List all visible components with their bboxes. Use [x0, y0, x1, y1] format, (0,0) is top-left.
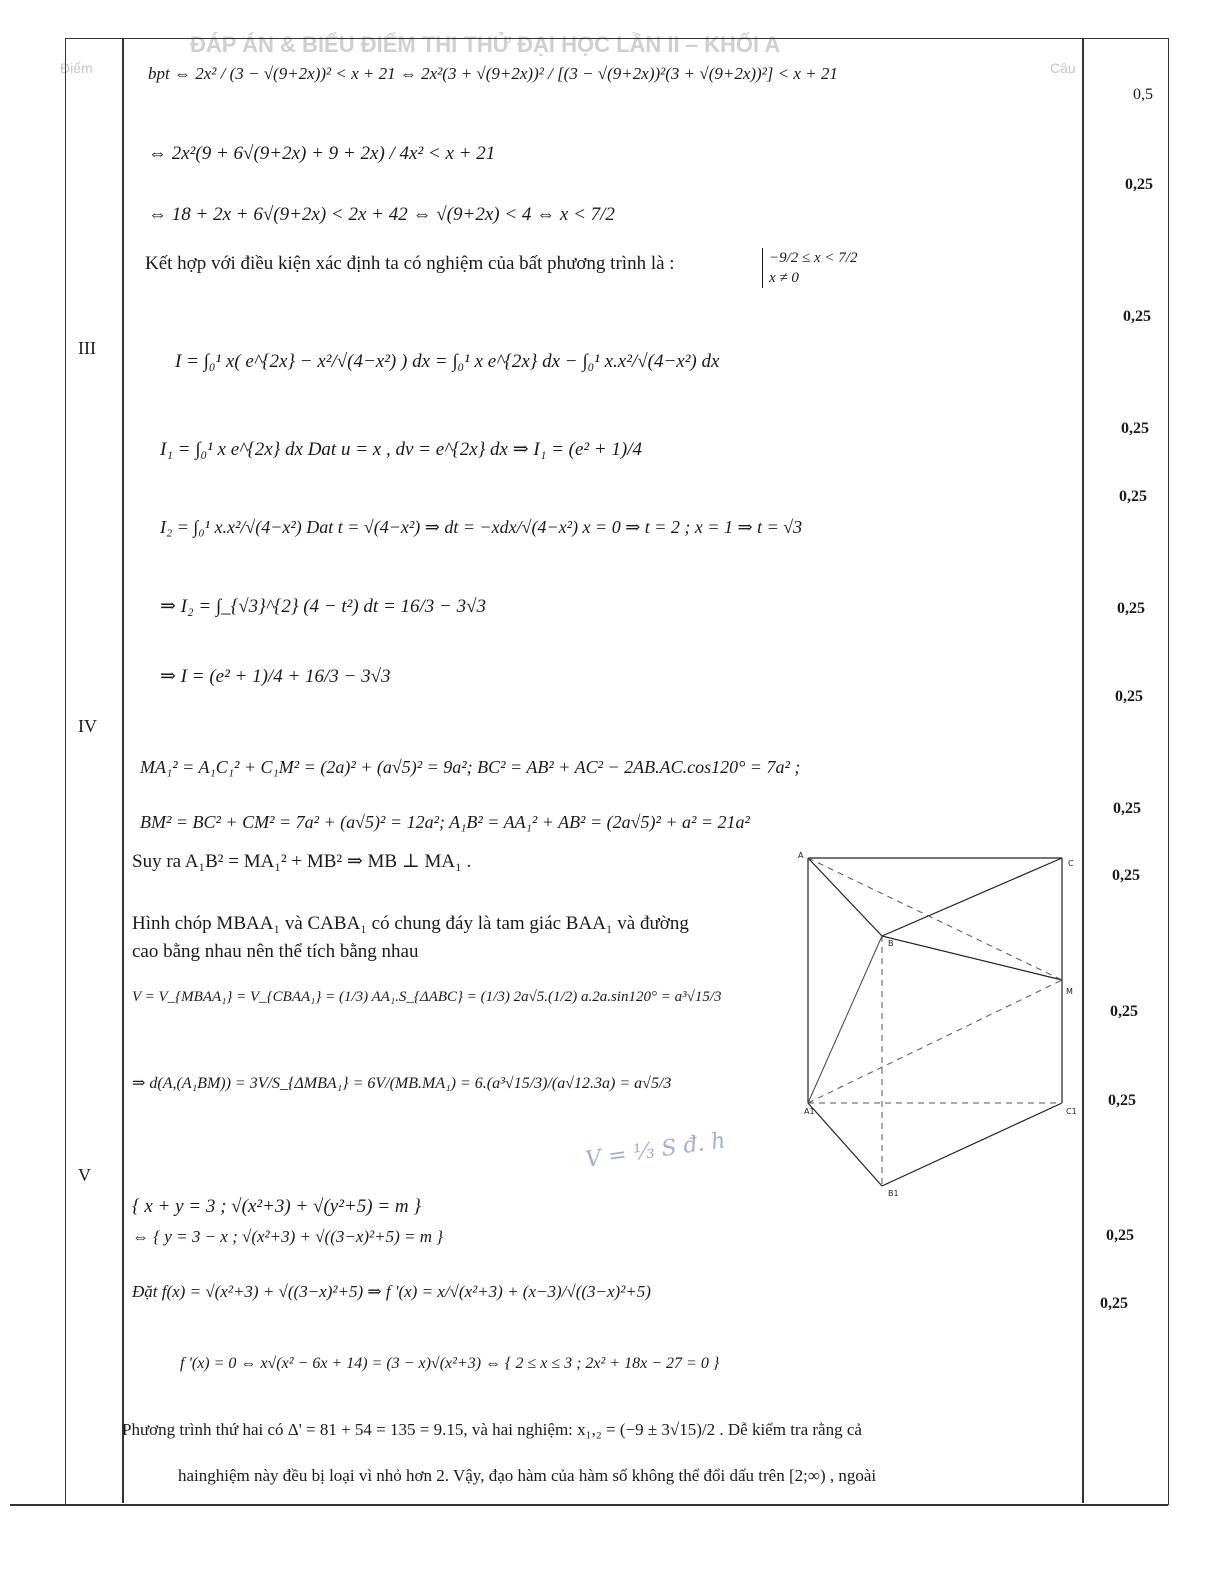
label-M: M	[1066, 987, 1073, 996]
line-geometry-4: Hình chóp MBAA₁ và CABA₁ có chung đáy là tam giác BAA₁ và đường	[132, 913, 689, 934]
prism-figure	[800, 848, 1100, 1198]
line-system-1: { x + y = 3 ; √(x²+3) + √(y²+5) = m }	[132, 1196, 421, 1217]
line-integral-I1: I₁ = ∫₀¹ x e^{2x} dx Dat u = x , dv = e^{2x} dx ⇒ I₁ = (e² + 1)/4	[160, 439, 643, 460]
edge-A1B	[808, 936, 882, 1103]
line-geometry-3: Suy ra A₁B² = MA₁² + MB² ⇒ MB ⊥ MA₁ .	[132, 851, 472, 872]
section-label-V: V	[78, 1165, 91, 1185]
label-B1: B1	[888, 1189, 899, 1198]
line-derivative-zero: f '(x) = 0 ⇔ x√(x² − 6x + 14) = (3 − x)√(x²+3) ⇔ { 2 ≤ x ≤ 3 ; 2x² + 18x − 27 = 0 }	[180, 1355, 720, 1372]
column-divider-left	[122, 38, 124, 1503]
line-conclusion: hainghiệm này đều bị loại vì nhỏ hơn 2. Vậy, đạo hàm của hàm số không thể đổi dấu trên [2;∞) , ngoài	[178, 1466, 877, 1485]
line-inequality-2: ⇔ 2x²(9 + 6√(9+2x) + 9 + 2x) / 4x² < x + 21	[148, 143, 496, 164]
score-1: 0,5	[1133, 86, 1153, 103]
line-volume: V = V_{MBAA₁} = V_{CBAA₁} = (1/3) AA₁.S_{ΔABC} = (1/3) 2a√5.(1/2) a.2a.sin120° = a³√15/3	[132, 989, 722, 1005]
line-inequality-1: bpt ⇔ 2x² / (3 − √(9+2x))² < x + 21 ⇔ 2x²(3 + √(9+2x))² / [(3 − √(9+2x))²(3 + √(9+2x))²] < x + 21	[148, 64, 838, 83]
edge-A1M	[808, 980, 1062, 1103]
edge-BC	[882, 858, 1062, 936]
solution-system-row-1: −9/2 ≤ x < 7/2	[769, 250, 858, 266]
section-label-IV: IV	[78, 716, 97, 736]
edge-B1C1	[882, 1103, 1062, 1186]
ghost-col-cau: Câu	[1050, 60, 1076, 76]
column-divider-right	[1082, 38, 1084, 1503]
line-geometry-1: MA₁² = A₁C₁² + C₁M² = (2a)² + (a√5)² = 9a²; BC² = AB² + AC² − 2AB.AC.cos120° = 7a² ;	[140, 757, 801, 777]
edge-AM	[808, 858, 1062, 980]
score-3: 0,25	[1123, 308, 1151, 325]
label-B: B	[888, 939, 894, 948]
ghost-col-diem: Điểm	[60, 60, 93, 76]
score-4: 0,25	[1121, 420, 1149, 437]
score-8: 0,25	[1113, 800, 1141, 817]
score-10: 0,25	[1110, 1003, 1138, 1020]
score-11: 0,25	[1108, 1092, 1136, 1109]
edge-AB	[808, 858, 882, 936]
section-label-III: III	[78, 338, 96, 358]
line-integral-I2: I₂ = ∫₀¹ x.x²/√(4−x²) Dat t = √(4−x²) ⇒ dt = −xdx/√(4−x²) x = 0 ⇒ t = 2 ; x = 1 ⇒ t = √3	[160, 517, 803, 537]
line-solution-text: Kết hợp với điều kiện xác định ta có nghiệm của bất phương trình là :	[145, 253, 675, 274]
line-quadratic-roots: Phương trình thứ hai có Δ' = 81 + 54 = 135 = 9.15, và hai nghiệm: x₁,₂ = (−9 ± 3√15)/2 . Dễ kiểm tra rằng cả	[122, 1420, 862, 1439]
score-6: 0,25	[1117, 600, 1145, 617]
line-system-2: ⇔ { y = 3 − x ; √(x²+3) + √((3−x)²+5) = m }	[132, 1227, 444, 1246]
score-5: 0,25	[1119, 488, 1147, 505]
line-distance: ⇒ d(A,(A₁BM)) = 3V/S_{ΔMBA₁} = 6V/(MB.MA₁) = 6.(a³√15/3)/(a√12.3a) = a√5/3	[132, 1075, 672, 1092]
solution-system-row-2: x ≠ 0	[769, 270, 799, 286]
score-7: 0,25	[1115, 688, 1143, 705]
handwritten-note: V = ⅓ S đ. h	[583, 1128, 727, 1173]
label-A1: A1	[804, 1107, 815, 1116]
line-integral-I: I = ∫₀¹ x( e^{2x} − x²/√(4−x²) ) dx = ∫₀¹ x e^{2x} dx − ∫₀¹ x.x²/√(4−x²) dx	[175, 351, 720, 372]
label-C: C	[1068, 859, 1074, 868]
score-2: 0,25	[1125, 176, 1153, 193]
label-A: A	[798, 851, 804, 860]
line-geometry-5: cao bằng nhau nên thể tích bằng nhau	[132, 941, 419, 962]
solution-system	[762, 248, 857, 288]
line-inequality-3: ⇔ 18 + 2x + 6√(9+2x) < 2x + 42 ⇔ √(9+2x) < 4 ⇔ x < 7/2	[148, 204, 615, 225]
label-C1: C1	[1066, 1107, 1077, 1116]
line-derivative: Đặt f(x) = √(x²+3) + √((3−x)²+5) ⇒ f '(x) = x/√(x²+3) + (x−3)/√((3−x)²+5)	[132, 1282, 651, 1301]
edge-BM	[882, 936, 1062, 980]
line-I-result: ⇒ I = (e² + 1)/4 + 16/3 − 3√3	[160, 666, 391, 687]
ghost-title: ĐÁP ÁN & BIỂU ĐIỂM THI THỬ ĐẠI HỌC LẦN II – KHỐI A	[190, 32, 781, 57]
score-12: 0,25	[1106, 1227, 1134, 1244]
line-geometry-2: BM² = BC² + CM² = 7a² + (a√5)² = 12a²; A₁B² = AA₁² + AB² = (2a√5)² + a² = 21a²	[140, 812, 750, 832]
edge-A1B1	[808, 1103, 882, 1186]
score-13: 0,25	[1100, 1295, 1128, 1312]
bottom-rule	[10, 1504, 1168, 1506]
score-9: 0,25	[1112, 867, 1140, 884]
line-I2-result: ⇒ I₂ = ∫_{√3}^{2} (4 − t²) dt = 16/3 − 3√3	[160, 596, 487, 617]
